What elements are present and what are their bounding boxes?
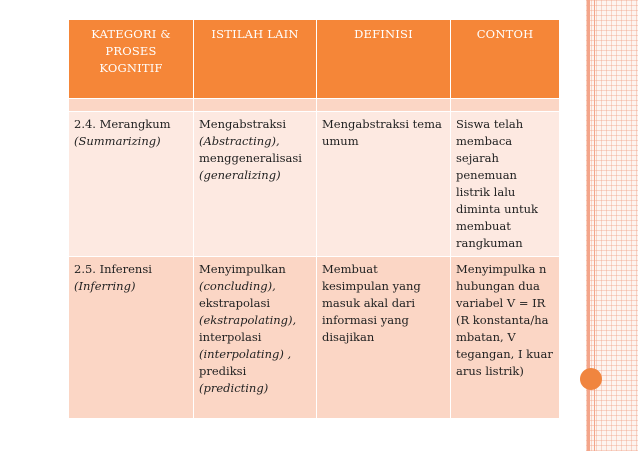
istilah-term: (ekstrapolating),: [199, 313, 297, 327]
cell-kategori: [69, 112, 194, 257]
istilah-term: (interpolating) ,: [199, 347, 292, 361]
istilah-term: Mengabstraksi: [199, 117, 286, 131]
kategori-main: 2.5. Inferensi: [74, 262, 152, 276]
kategori-sub: (Summarizing): [74, 134, 161, 148]
header-contoh: CONTOH: [451, 20, 560, 99]
istilah-term: menggeneralisasi: [199, 151, 302, 165]
istilah-term: (Abstracting),: [199, 134, 280, 148]
istilah-term: (predicting): [199, 381, 269, 395]
header-kategori: KATEGORI & PROSES KOGNITIF: [69, 20, 194, 99]
table-row: [69, 257, 560, 419]
header-definisi: DEFINISI: [317, 20, 451, 99]
table-row: [69, 112, 560, 257]
cell-contoh: Menyimpulka n hubungan dua variabel V = IR (R konstanta/ha mbatan, V tegangan, I kuar arus listrik): [451, 257, 560, 419]
cell-definisi: Membuat kesimpulan yang masuk akal dari informasi yang disajikan: [317, 257, 451, 419]
istilah-term: interpolasi: [199, 330, 262, 344]
istilah-term: (generalizing): [199, 168, 281, 182]
cell-definisi: Mengabstraksi tema umum: [317, 112, 451, 257]
kategori-main: 2.4. Merangkum: [74, 117, 171, 131]
istilah-term: (concluding),: [199, 279, 276, 293]
decorative-orange-dot: [580, 368, 602, 390]
cell-contoh: Siswa telah membaca sejarah penemuan listrik lalu diminta untuk membuat rangkuman: [451, 112, 560, 257]
cognitive-process-table: [68, 19, 560, 419]
istilah-term: prediksi: [199, 364, 247, 378]
istilah-term: Menyimpulkan: [199, 262, 286, 276]
table-spacer-row: [69, 99, 560, 112]
table-header-row: [69, 20, 560, 99]
istilah-term: ekstrapolasi: [199, 296, 271, 310]
cell-kategori: [69, 257, 194, 419]
kategori-sub: (Inferring): [74, 279, 136, 293]
cell-istilah: [194, 257, 317, 419]
header-istilah-lain: ISTILAH LAIN: [194, 20, 317, 99]
cell-istilah: [194, 112, 317, 257]
